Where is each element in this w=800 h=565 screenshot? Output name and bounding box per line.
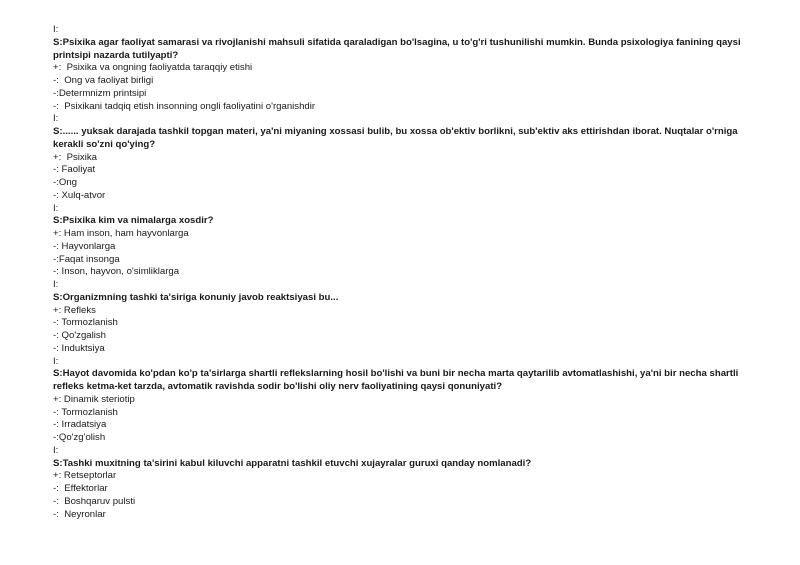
question-text: S:Psixika kim va nimalarga xosdir? (53, 215, 214, 227)
block-separator: I: (53, 355, 59, 367)
answer-option: -: Ong va faoliyat birligi (53, 75, 154, 86)
question-text: S:Tashki muxitning ta'sirini kabul kiluvchi apparatni tashkil etuvchi xujayralar guruxi qanday nomlanadi? (53, 457, 532, 469)
answer-option: -: Irradatsiya (53, 419, 107, 431)
test-questions (53, 24, 765, 521)
question-block (53, 203, 765, 280)
answer-option: +: Psixika (53, 151, 97, 163)
answer-option: -: Tormozlanish (53, 317, 118, 329)
question-text: S:Organizmning tashki ta'siriga konuniy javob reaktsiyasi bu... (53, 291, 339, 303)
answer-option: -: Hayvonlarga (53, 240, 116, 252)
question-block (53, 113, 765, 202)
question-text: S:Hayot davomida ko'pdan ko'p ta'sirlarga shartli reflekslarning hosil bo'lishi va buni bir necha marta qaytarilib avtomatlashishi, ya'ni bir necha shartli refleks ketma-ket tarzda, avtomatik ravishda sodir bo'lishi oliy nerv faoliyatining qaysi qonuniyati? (53, 368, 741, 392)
block-separator: I: (53, 202, 59, 214)
question-block (53, 356, 765, 445)
answer-option: -: Inson, hayvon, o'simliklarga (53, 266, 180, 278)
answer-option: +: Psixika va ongning faoliyatda taraqqiy etishi (53, 62, 253, 74)
answer-option: -:Determnizm printsipi (53, 87, 147, 99)
answer-option: -: Xulq-atvor (53, 189, 106, 201)
question-block (53, 279, 765, 356)
answer-option: -: Induktsiya (53, 342, 105, 354)
answer-option: -: Qo'zgalish (53, 330, 107, 341)
answer-option: -: Neyronlar (53, 508, 106, 520)
block-separator: I: (53, 279, 59, 290)
answer-option: -:Ong (53, 177, 77, 188)
answer-option: -: Effektorlar (53, 483, 108, 494)
question-text: S:Psixika agar faoliyat samarasi va rivojlanishi mahsuli sifatida qaraladigan bo'lsagina, u to'g'ri tushunilishi mumkin. Bunda psixologiya fanining qaysi printsipi nazarda tutilyapti? (53, 36, 744, 61)
answer-option: -:Faqat insonga (53, 253, 120, 265)
answer-option: -: Psixikani tadqiq etish insonning ongli faoliyatini o'rganishdir (53, 100, 316, 112)
answer-option: -:Qo'zg'olish (53, 432, 106, 443)
answer-option: +: Refleks (53, 304, 96, 316)
question-text: S:...... yuksak darajada tashkil topgan materi, ya'ni miyaning xossasi bulib, bu xossa ob'ektiv borlikni, sub'ektiv aks ettirishdan iborat. Nuqtalar o'rniga kerakli so'zni qo'ying? (53, 126, 741, 150)
answer-option: -: Faoliyat (53, 164, 96, 176)
block-separator: I: (53, 113, 59, 125)
block-separator: I: (53, 24, 59, 35)
block-separator: I: (53, 444, 59, 456)
answer-option: -: Boshqaruv pulsti (53, 495, 136, 507)
answer-option: +: Dinamik steriotip (53, 393, 135, 405)
answer-option: -: Tormozlanish (53, 406, 118, 418)
answer-option: +: Ham inson, ham hayvonlarga (53, 228, 189, 239)
question-block (53, 24, 765, 113)
question-block (53, 445, 765, 522)
answer-option: +: Retseptorlar (53, 470, 117, 482)
